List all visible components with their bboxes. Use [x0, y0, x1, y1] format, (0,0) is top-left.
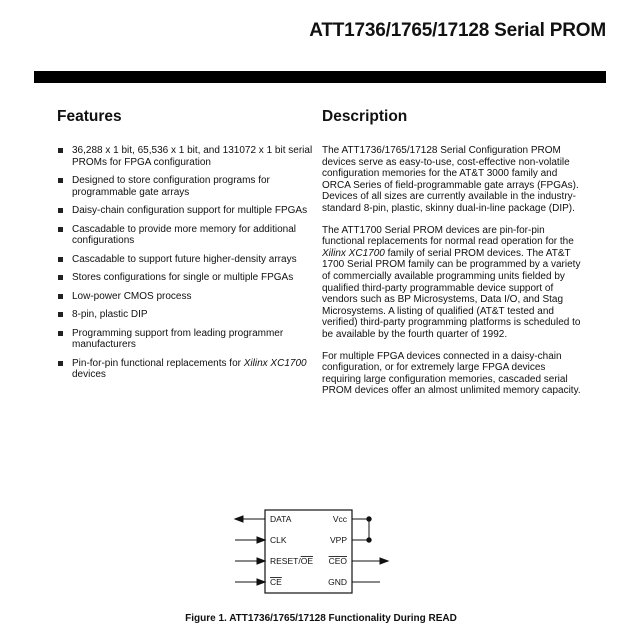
pin-vpp-label: VPP: [329, 535, 347, 545]
list-item: Pin-for-pin functional replacements for Xilinx XC1700 devices: [57, 358, 319, 381]
description-paragraph: The ATT1700 Serial PROM devices are pin-for-pin functional replacements for normal read operation for the Xilinx XC1700 family of serial PROM devices. The AT&T 1700 Serial PROM family can be programmed by a variety of commercially available programming units fielded by qualified third-party programmable device support of vendors such as BP Microsystems, Data I/O, and Stag Microsystems. A listing of qualified (AT&T tested and verified) third-party programming platforms is scheduled to be available by the fourth quarter of 1992.: [322, 224, 581, 340]
overbar-text: OE: [300, 556, 313, 566]
list-item: Programming support from leading programmer manufacturers: [57, 328, 319, 351]
list-item: 8-pin, plastic DIP: [57, 309, 319, 321]
arrow-right-icon: [380, 558, 388, 564]
description-section: [322, 108, 587, 407]
pin-clk-label: CLK: [270, 535, 287, 545]
bullet-icon: [58, 275, 63, 280]
list-item: Stores configurations for single or multiple FPGAs: [57, 272, 319, 284]
arrow-right-icon: [257, 558, 265, 564]
bullet-icon: [58, 294, 63, 299]
arrow-left-icon: [235, 516, 243, 522]
list-item: Daisy-chain configuration support for multiple FPGAs: [57, 205, 319, 217]
bullet-icon: [58, 331, 63, 336]
pin-data-label: DATA: [270, 514, 292, 524]
pin-vcc-label: Vcc: [332, 514, 347, 524]
list-item: 36,288 x 1 bit, 65,536 x 1 bit, and 131072 x 1 bit serial PROMs for FPGA configuration: [57, 145, 319, 168]
header-rule: [34, 71, 606, 83]
pin-ceo-label: CEO: [328, 556, 347, 566]
page-title: ATT1736/1765/17128 Serial PROM: [309, 20, 606, 41]
arrow-right-icon: [257, 579, 265, 585]
pin-ce-label: CE: [270, 577, 282, 587]
features-section: [57, 108, 319, 388]
bullet-icon: [58, 257, 63, 262]
description-heading: Description: [322, 108, 408, 125]
list-item: Cascadable to support future higher-density arrays: [57, 254, 319, 266]
bullet-icon: [58, 361, 63, 366]
list-item: Designed to store configuration programs for programmable gate arrays: [57, 175, 319, 198]
bullet-icon: [58, 178, 63, 183]
bullet-icon: [58, 227, 63, 232]
junction-dot: [367, 517, 371, 521]
list-item: Cascadable to provide more memory for additional configurations: [57, 224, 319, 247]
description-paragraph: For multiple FPGA devices connected in a daisy-chain configuration, or for extremely large FPGA devices requiring large configuration memories, cascaded serial PROM devices offer an almost unlimited memory capacity.: [322, 350, 581, 397]
figure-caption: Figure 1. ATT1736/1765/17128 Functionality During READ: [185, 613, 457, 624]
pin-gnd-label: GND: [328, 577, 347, 587]
bullet-icon: [58, 312, 63, 317]
junction-dot: [367, 538, 371, 542]
pin-reset-oe-label: RESET/OE: [270, 556, 313, 566]
features-heading: Features: [57, 108, 122, 125]
arrow-right-icon: [257, 537, 265, 543]
bullet-icon: [58, 148, 63, 153]
features-list: [57, 145, 319, 381]
bullet-icon: [58, 208, 63, 213]
description-paragraph: The ATT1736/1765/17128 Serial Configuration PROM devices serve as easy-to-use, cost-effective non-volatile configuration memories for the AT&T 3000 family and ORCA Series of field-programmable gate arrays (FPGAs). Devices of all sizes are currently available in the industry-standard 8-pin, plastic, skinny dual-in-line package (DIP).: [322, 145, 579, 214]
functional-diagram: [230, 505, 430, 600]
list-item: Low-power CMOS process: [57, 291, 319, 303]
